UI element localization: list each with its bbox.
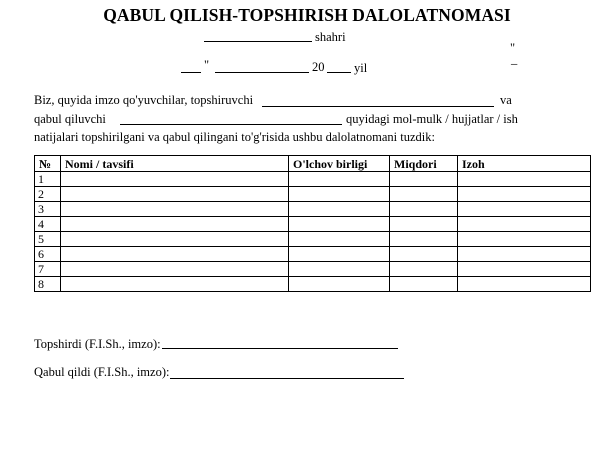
row-number: 4 [35,217,61,232]
date-day-blank [181,72,201,73]
quantity-cell[interactable] [390,217,458,232]
row-number: 3 [35,202,61,217]
note-cell[interactable] [458,217,591,232]
corner-dash: _ [511,52,518,66]
name-cell[interactable] [61,187,289,202]
note-cell[interactable] [458,277,591,292]
col-header-unit: O'lchov birligi [289,156,390,172]
col-header-name: Nomi / tavsifi [61,156,289,172]
name-cell[interactable] [61,262,289,277]
para-line1-end: va [500,93,512,107]
para-line2-end: quyidagi mol-mulk / hujjatlar / ish [346,112,518,126]
row-number: 1 [35,172,61,187]
col-header-number: № [35,156,61,172]
table-row [35,187,591,202]
receiver-blank [120,124,342,125]
col-header-note: Izoh [458,156,591,172]
unit-cell[interactable] [289,232,390,247]
quantity-cell[interactable] [390,232,458,247]
received-signature-line[interactable] [170,378,404,379]
note-cell[interactable] [458,187,591,202]
para-line1-start: Biz, quyida imzo qo'yuvchilar, topshiruvchi [34,93,254,107]
table-row [35,172,591,187]
date-year-prefix: 20 [312,60,325,74]
note-cell[interactable] [458,172,591,187]
giver-blank [262,106,494,107]
document-title: QABUL QILISH-TOPSHIRISH DALOLATNOMASI [103,5,511,25]
city-suffix: shahri [315,30,346,44]
table-row [35,262,591,277]
date-year-suffix: yil [354,61,368,75]
quantity-cell[interactable] [390,277,458,292]
unit-cell[interactable] [289,172,390,187]
quantity-cell[interactable] [390,202,458,217]
note-cell[interactable] [458,232,591,247]
date-month-blank [215,72,309,73]
table-row [35,247,591,262]
table-row [35,217,591,232]
items-table [34,155,591,292]
table-row [35,232,591,247]
unit-cell[interactable] [289,277,390,292]
note-cell[interactable] [458,202,591,217]
note-cell[interactable] [458,262,591,277]
unit-cell[interactable] [289,187,390,202]
table-header-row [35,156,591,172]
para-line2-start: qabul qiluvchi [34,112,106,126]
name-cell[interactable] [61,232,289,247]
col-header-quantity: Miqdori [390,156,458,172]
name-cell[interactable] [61,202,289,217]
handed-over-label: Topshirdi (F.I.Sh., imzo): [34,337,161,351]
row-number: 8 [35,277,61,292]
unit-cell[interactable] [289,247,390,262]
handed-over-signature-line[interactable] [162,348,398,349]
unit-cell[interactable] [289,262,390,277]
note-cell[interactable] [458,247,591,262]
name-cell[interactable] [61,217,289,232]
unit-cell[interactable] [289,217,390,232]
received-label: Qabul qildi (F.I.Sh., imzo): [34,365,170,379]
date-quote: " [204,58,210,72]
table-row [35,277,591,292]
para-line3: natijalari topshirilgani va qabul qilingani to'g'risida ushbu dalolatnomani tuzdik: [34,130,435,144]
unit-cell[interactable] [289,202,390,217]
date-year-blank [327,72,351,73]
row-number: 6 [35,247,61,262]
name-cell[interactable] [61,277,289,292]
row-number: 2 [35,187,61,202]
row-number: 7 [35,262,61,277]
table-row [35,202,591,217]
corner-quote: " [510,41,516,55]
name-cell[interactable] [61,172,289,187]
quantity-cell[interactable] [390,172,458,187]
row-number: 5 [35,232,61,247]
name-cell[interactable] [61,247,289,262]
quantity-cell[interactable] [390,262,458,277]
quantity-cell[interactable] [390,187,458,202]
city-blank [204,41,312,42]
quantity-cell[interactable] [390,247,458,262]
